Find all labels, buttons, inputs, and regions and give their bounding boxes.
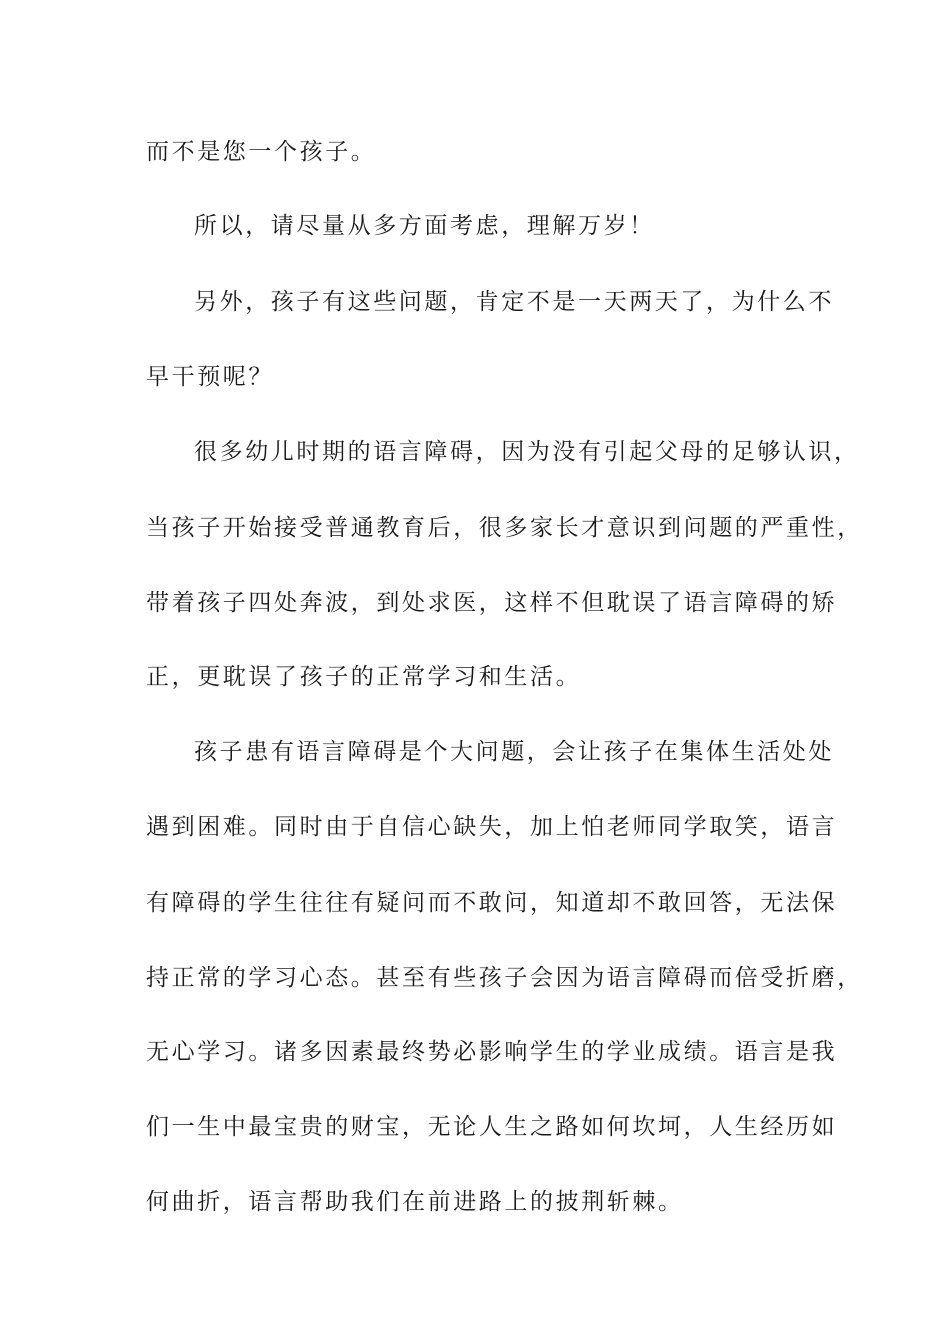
text-line-8: 正，更耽误了孩子的正常学习和生活。 [146, 664, 582, 690]
text-line-7: 带着孩子四处奔波，到处求医，这样不但耽误了语言障碍的矫 [146, 590, 838, 616]
text-line-13: 无心学习。诸多因素最终势必影响学生的学业成绩。语言是我 [146, 1039, 838, 1065]
text-line-2: 所以，请尽量从多方面考虑，理解万岁！ [194, 213, 655, 239]
text-line-15: 何曲折，语言帮助我们在前进路上的披荆斩棘。 [146, 1189, 684, 1215]
text-line-9: 孩子患有语言障碍是个大问题，会让孩子在集体生活处处 [194, 739, 834, 765]
text-line-10: 遇到困难。同时由于自信心缺失，加上怕老师同学取笑，语言 [146, 814, 838, 840]
text-line-14: 们一生中最宝贵的财宝，无论人生之路如何坎坷，人生经历如 [146, 1114, 838, 1140]
text-line-4: 早干预呢？ [146, 364, 274, 390]
text-line-3: 另外，孩子有这些问题，肯定不是一天两天了，为什么不 [194, 289, 834, 315]
text-line-6: 当孩子开始接受普通教育后，很多家长才意识到问题的严重性， [146, 515, 863, 541]
text-line-11: 有障碍的学生往往有疑问而不敢问，知道却不敢回答，无法保 [146, 890, 838, 916]
text-line-12: 持正常的学习心态。甚至有些孩子会因为语言障碍而倍受折磨， [146, 965, 863, 991]
text-line-5: 很多幼儿时期的语言障碍，因为没有引起父母的足够认识， [194, 439, 860, 465]
text-line-1: 而不是您一个孩子。 [146, 139, 377, 165]
